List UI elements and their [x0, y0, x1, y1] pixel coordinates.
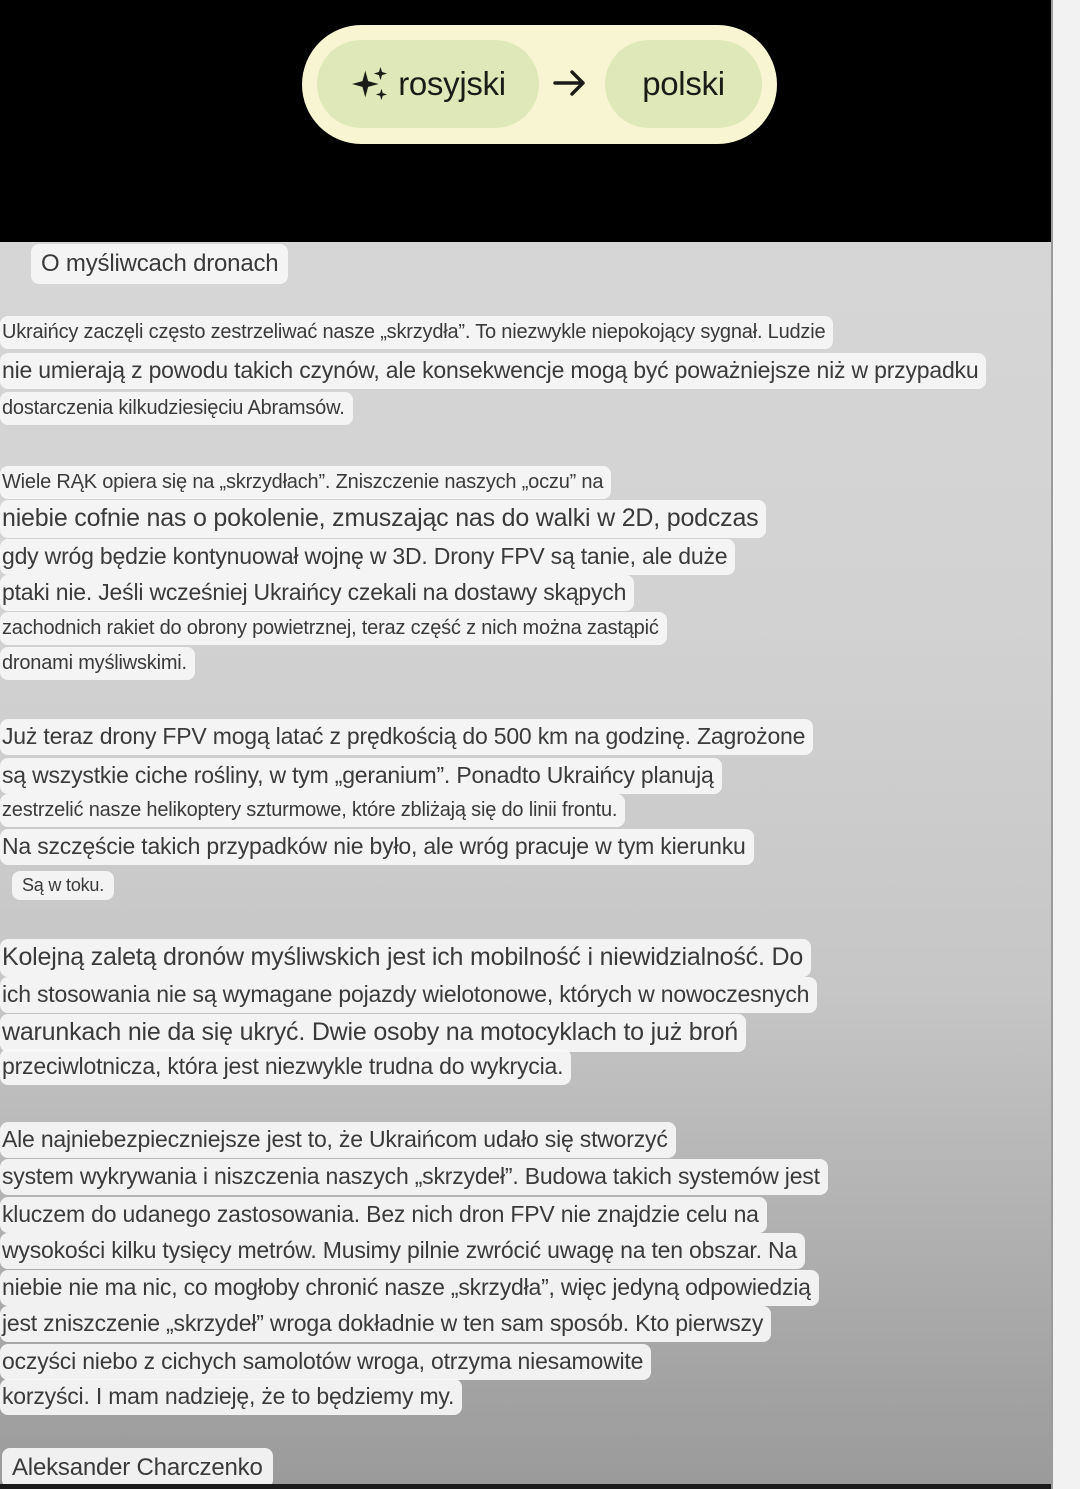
paragraph-3-line-3: zestrzelić nasze helikoptery szturmowe, które zbliżają się do linii frontu. [0, 794, 625, 827]
scrollbar-track[interactable] [1052, 0, 1080, 1489]
paragraph-3-line-2: są wszystkie ciche rośliny, w tym „geranium”. Ponadto Ukraińcy planują [0, 758, 722, 794]
paragraph-5-line-4: wysokości kilku tysięcy metrów. Musimy pilnie zwrócić uwagę na ten obszar. Na [0, 1233, 805, 1269]
sparkle-icon [352, 65, 390, 103]
source-language-button[interactable] [317, 40, 539, 128]
bottom-edge [0, 1484, 1052, 1489]
paragraph-2-line-2: niebie cofnie nas o pokolenie, zmuszając nas do walki w 2D, podczas [0, 500, 766, 538]
paragraph-5-line-7: oczyści niebo z cichych samolotów wroga, otrzyma niesamowite [0, 1344, 651, 1380]
top-bar [0, 0, 1052, 242]
article-title: O myśliwcach dronach [31, 244, 288, 284]
paragraph-4-line-4: przeciwlotnicza, która jest niezwykle trudna do wykrycia. [0, 1049, 571, 1085]
translation-language-pill [302, 25, 777, 144]
source-language-label: rosyjski [398, 65, 506, 102]
paragraph-5-line-2: system wykrywania i niszczenia naszych „skrzydeł”. Budowa takich systemów jest [0, 1159, 828, 1195]
paragraph-5-line-8: korzyści. I mam nadzieję, że to będziemy my. [0, 1379, 462, 1415]
paragraph-2-line-1: Wiele RĄK opiera się na „skrzydłach”. Zniszczenie naszych „oczu” na [0, 466, 611, 499]
paragraph-1-line-3: dostarczenia kilkudziesięciu Abramsów. [0, 392, 353, 425]
paragraph-4-line-1: Kolejną zaletą dronów myśliwskich jest ich mobilność i niewidzialność. Do [0, 939, 811, 977]
paragraph-4-line-2: ich stosowania nie są wymagane pojazdy wielotonowe, których w nowoczesnych [0, 977, 817, 1013]
target-language-button[interactable] [605, 40, 762, 128]
paragraph-1-line-2: nie umierają z powodu takich czynów, ale konsekwencje mogą być poważniejsze niż w przypadku [0, 353, 986, 389]
paragraph-5-line-1: Ale najniebezpieczniejsze jest to, że Ukraińcom udało się stworzyć [0, 1122, 676, 1158]
paragraph-2-line-5: zachodnich rakiet do obrony powietrznej, teraz część z nich można zastąpić [0, 612, 667, 645]
arrow-right-icon [550, 63, 590, 103]
paragraph-2-line-4: ptaki nie. Jeśli wcześniej Ukraińcy czekali na dostawy skąpych [0, 575, 634, 611]
paragraph-2-line-6: dronami myśliwskimi. [0, 647, 195, 680]
paragraph-5-line-3: kluczem do udanego zastosowania. Bez nich dron FPV nie znajdzie celu na [0, 1197, 767, 1233]
paragraph-3-line-5: Są w toku. [12, 871, 114, 900]
paragraph-5-line-5: niebie nie ma nic, co mogłoby chronić nasze „skrzydła”, więc jedyną odpowiedzią [0, 1270, 819, 1306]
paragraph-1-line-1: Ukraińcy zaczęli często zestrzeliwać nasze „skrzydła”. To niezwykle niepokojący sygnał. Ludzie [0, 316, 833, 349]
paragraph-3-line-4: Na szczęście takich przypadków nie było, ale wróg pracuje w tym kierunku [0, 829, 754, 865]
paragraph-4-line-3: warunkach nie da się ukryć. Dwie osoby na motocyklach to już broń [0, 1014, 746, 1052]
scrollbar-divider [1051, 0, 1053, 1489]
paragraph-2-line-3: gdy wróg będzie kontynuował wojnę w 3D. Drony FPV są tanie, ale duże [0, 539, 735, 575]
translated-image-content [0, 242, 1052, 1489]
article-author: Aleksander Charczenko [2, 1448, 273, 1488]
paragraph-5-line-6: jest zniszczenie „skrzydeł” wroga dokładnie w ten sam sposób. Kto pierwszy [0, 1306, 771, 1342]
paragraph-3-line-1: Już teraz drony FPV mogą latać z prędkością do 500 km na godzinę. Zagrożone [0, 719, 813, 755]
target-language-label: polski [642, 65, 725, 102]
